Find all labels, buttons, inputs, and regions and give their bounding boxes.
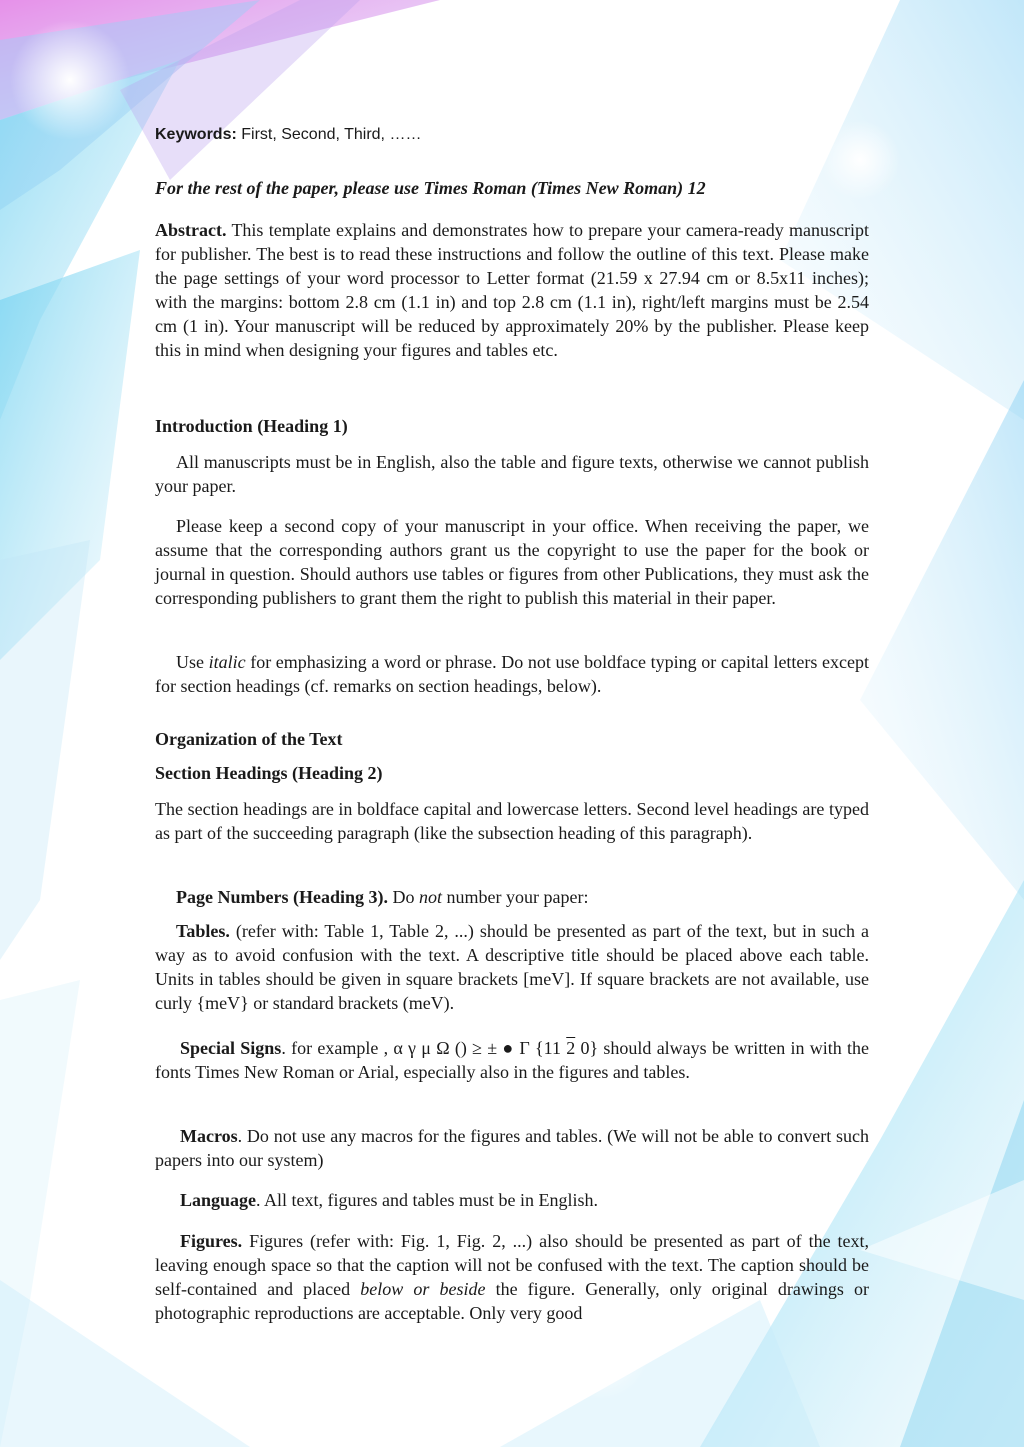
- macros-label: Macros: [180, 1126, 238, 1146]
- abstract-label: Abstract.: [155, 220, 227, 240]
- special-signs-before: . for example , α γ μ Ω () ≥ ± ● Γ {11: [281, 1038, 567, 1058]
- intro-paragraph-2: Please keep a second copy of your manuscript in your office. When receiving the paper, we assume that the corresponding authors grant us the copyright to use the paper for the book or journal in question. Should authors use tables or figures from other Publications, they must ask the corresponding publishers to grant them the right to publish this material in their paper.: [155, 516, 869, 608]
- special-signs-label: Special Signs: [180, 1038, 282, 1058]
- language-paragraph: [155, 1188, 869, 1212]
- abstract-paragraph: [155, 218, 869, 362]
- tables-label: Tables.: [176, 921, 230, 941]
- tables-text: (refer with: Table 1, Table 2, ...) should be presented as part of the text, but in such a way as to avoid confusion with the text. A descriptive title should be placed above each table. Units in tables should be given in square brackets [meV]. If square brackets are not available, use curly {meV} or standard brackets (meV).: [155, 921, 869, 1013]
- keywords-value: First, Second, Third, ……: [236, 126, 422, 143]
- special-signs-after: 0} should always be written in with the fonts Times New Roman or Arial, especially also in the figures and tables.: [155, 1038, 869, 1082]
- heading-introduction: Introduction (Heading 1): [155, 416, 348, 436]
- figures-paragraph: [155, 1229, 869, 1325]
- page-numbers-paragraph: [155, 885, 869, 909]
- page-numbers-italic: not: [418, 887, 442, 907]
- keywords-label: Keywords:: [155, 126, 237, 143]
- macros-text: . Do not use any macros for the figures and tables. (We will not be able to convert such papers into our system): [155, 1126, 869, 1170]
- intro-p3-before: Use: [176, 652, 209, 672]
- intro-p3-after: for emphasizing a word or phrase. Do not use boldface typing or capital letters except for section headings (cf. remarks on section headings, below).: [155, 652, 869, 696]
- intro-paragraph-3: [155, 650, 869, 698]
- page-numbers-before: Do: [387, 887, 419, 907]
- section-headings-paragraph: The section headings are in boldface capital and lowercase letters. Second level headings are typed as part of the succeeding paragraph (like the subsection heading of this paragraph).: [155, 799, 869, 843]
- font-instruction-note: For the rest of the paper, please use Times Roman (Times New Roman) 12: [155, 178, 706, 198]
- language-label: Language: [180, 1190, 257, 1210]
- special-signs-paragraph: [155, 1036, 869, 1084]
- intro-paragraph-1: All manuscripts must be in English, also the table and figure texts, otherwise we cannot publish your paper.: [155, 452, 869, 496]
- macros-paragraph: [155, 1124, 869, 1172]
- figures-before: Figures (refer with: Fig. 1, Fig. 2, ...) also should be presented as part of the text, leaving enough space so that the caption will not be confused with the text. The caption should be self-contained and placed: [155, 1231, 869, 1299]
- language-text: . All text, figures and tables must be in English.: [256, 1190, 598, 1210]
- figures-label: Figures.: [180, 1231, 243, 1251]
- page-numbers-label: Page Numbers (Heading 3).: [176, 887, 388, 907]
- left-side-ribbon: [0, 250, 140, 1447]
- keywords-line: [155, 126, 421, 144]
- figures-italic: below or beside: [360, 1279, 486, 1299]
- intro-p3-italic: italic: [208, 652, 246, 672]
- heading-organization: Organization of the Text: [155, 729, 343, 749]
- abstract-text: This template explains and demonstrates how to prepare your camera-ready manuscript for publisher. The best is to read these instructions and follow the outline of this text. Please make the page settings of your word processor to Letter format (21.59 x 27.94 cm or 8.5x11 inches); with the margins: bottom 2.8 cm (1.1 in) and top 2.8 cm (1.1 in), right/left margins must be 2.54 cm (1 in). Your manuscript will be reduced by approximately 20% by the publisher. Please keep this in mind when designing your figures and tables etc.: [155, 220, 869, 360]
- special-signs-overlined: 2: [566, 1038, 576, 1058]
- figures-after: the figure. Generally, only original drawings or photographic reproductions are acceptable. Only very good: [155, 1279, 869, 1323]
- heading-section-headings: Section Headings (Heading 2): [155, 763, 383, 783]
- page-numbers-after: number your paper:: [442, 887, 589, 907]
- tables-paragraph: [155, 919, 869, 1015]
